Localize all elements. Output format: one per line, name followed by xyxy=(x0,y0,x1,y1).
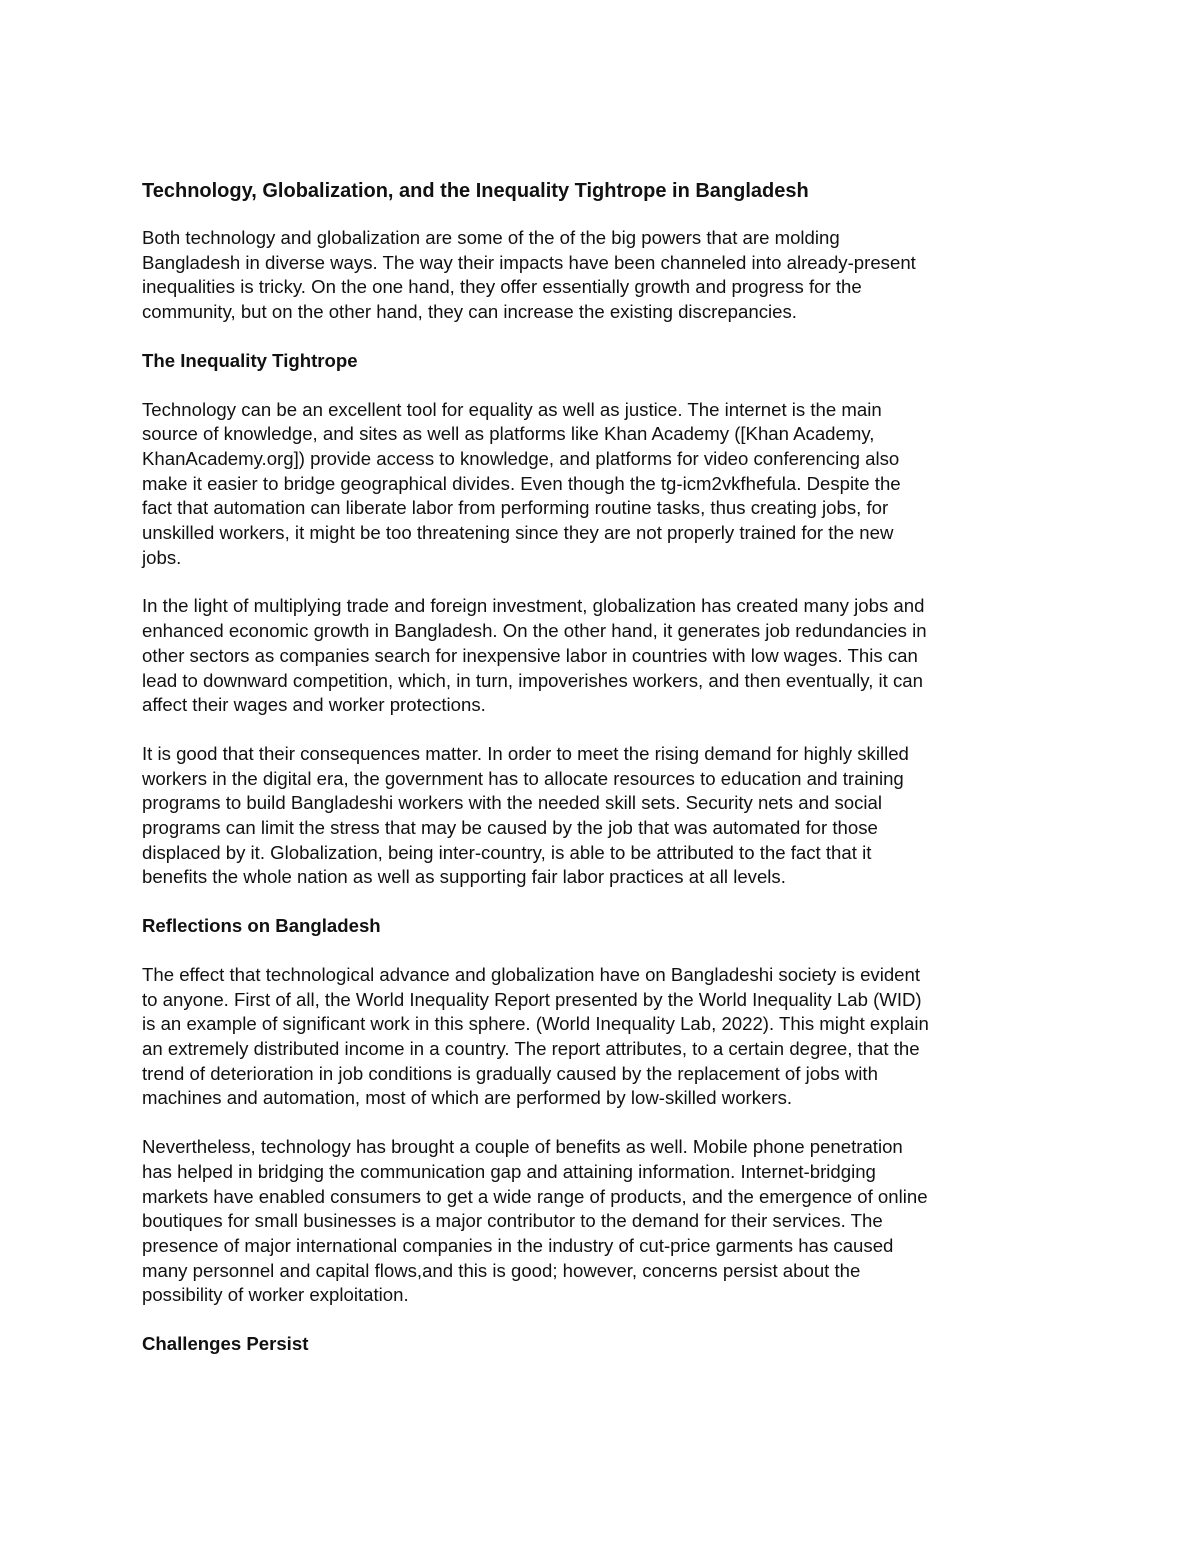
body-paragraph xyxy=(142,1135,1062,1308)
text-line: markets have enabled consumers to get a wide range of products, and the emergence of online xyxy=(142,1185,928,1207)
text-line: boutiques for small businesses is a major contributor to the demand for their services. The xyxy=(142,1210,883,1232)
text-line: possibility of worker exploitation. xyxy=(142,1284,409,1306)
text-line: KhanAcademy.org]) provide access to knowledge, and platforms for video conferencing also xyxy=(142,447,900,469)
text-line: Technology can be an excellent tool for equality as well as justice. The internet is the main xyxy=(142,398,882,420)
text-line: community, but on the other hand, they can increase the existing discrepancies. xyxy=(142,301,797,323)
section-heading-inequality-tightrope: The Inequality Tightrope xyxy=(142,349,358,371)
text-line: unskilled workers, it might be too threatening since they are not properly trained for the new xyxy=(142,522,894,544)
text-line: Both technology and globalization are some of the of the big powers that are molding xyxy=(142,227,840,248)
document-page xyxy=(142,178,1062,1381)
body-paragraph xyxy=(142,742,1062,890)
text-line: make it easier to bridge geographical divides. Even though the tg-icm2vkfhefula. Despite the xyxy=(142,472,901,494)
text-line: enhanced economic growth in Bangladesh. On the other hand, it generates job redundancies in xyxy=(142,620,927,642)
text-line: It is good that their consequences matter. In order to meet the rising demand for highly skilled xyxy=(142,742,909,764)
text-line: benefits the whole nation as well as supporting fair labor practices at all levels. xyxy=(142,866,786,888)
text-line: source of knowledge, and sites as well as platforms like Khan Academy ([Khan Academy, xyxy=(142,423,875,445)
text-line: to anyone. First of all, the World Inequality Report presented by the World Inequality Lab (WID) xyxy=(142,988,922,1010)
text-line: is an example of significant work in this sphere. (World Inequality Lab, 2022). This might explain xyxy=(142,1013,929,1035)
document-title: Technology, Globalization, and the Inequality Tightrope in Bangladesh xyxy=(142,180,809,202)
body-paragraph xyxy=(142,963,1062,1111)
text-line: presence of major international companies in the industry of cut-price garments has caused xyxy=(142,1234,894,1256)
intro-paragraph xyxy=(142,226,1062,325)
text-line: has helped in bridging the communication gap and attaining information. Internet-bridging xyxy=(142,1160,876,1182)
text-line: jobs. xyxy=(142,546,182,568)
text-line: programs can limit the stress that may be caused by the job that was automated for those xyxy=(142,817,878,839)
text-line: displaced by it. Globalization, being inter-country, is able to be attributed to the fact that it xyxy=(142,841,872,863)
text-line: other sectors as companies search for inexpensive labor in countries with low wages. This can xyxy=(142,644,918,666)
text-line: an extremely distributed income in a country. The report attributes, to a certain degree, that the xyxy=(142,1037,920,1059)
section-heading-reflections: Reflections on Bangladesh xyxy=(142,915,381,937)
text-line: many personnel and capital flows,and this is good; however, concerns persist about the xyxy=(142,1259,861,1281)
body-paragraph xyxy=(142,398,1062,571)
text-line: Nevertheless, technology has brought a couple of benefits as well. Mobile phone penetration xyxy=(142,1136,903,1158)
text-line: Bangladesh in diverse ways. The way their impacts have been channeled into already-present xyxy=(142,251,916,273)
text-line: lead to downward competition, which, in turn, impoverishes workers, and then eventually, it can xyxy=(142,669,923,691)
text-line: affect their wages and worker protections. xyxy=(142,694,486,716)
text-line: trend of deterioration in job conditions is gradually caused by the replacement of jobs with xyxy=(142,1062,878,1084)
text-line: The effect that technological advance and globalization have on Bangladeshi society is evident xyxy=(142,963,921,985)
text-line: machines and automation, most of which are performed by low-skilled workers. xyxy=(142,1087,793,1109)
text-line: workers in the digital era, the government has to allocate resources to education and training xyxy=(142,767,904,789)
section-heading-challenges: Challenges Persist xyxy=(142,1333,309,1355)
body-paragraph xyxy=(142,594,1062,718)
text-line: In the light of multiplying trade and foreign investment, globalization has created many jobs and xyxy=(142,595,925,617)
text-line: inequalities is tricky. On the one hand, they offer essentially growth and progress for the xyxy=(142,276,862,298)
text-line: fact that automation can liberate labor from performing routine tasks, thus creating jobs, for xyxy=(142,497,889,519)
text-line: programs to build Bangladeshi workers with the needed skill sets. Security nets and social xyxy=(142,792,883,814)
